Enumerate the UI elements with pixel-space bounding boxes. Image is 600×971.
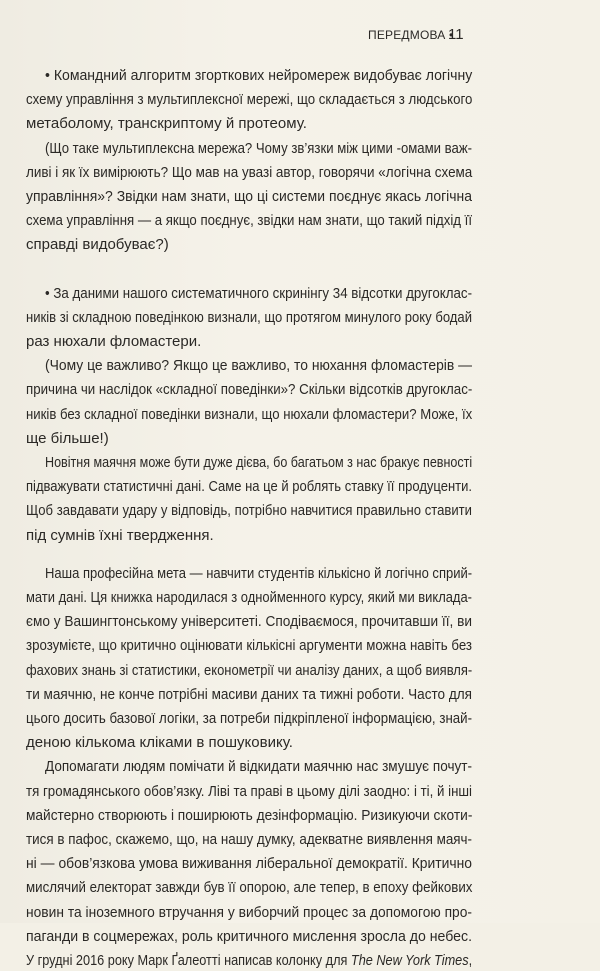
text-line: метаболому, транскриптому й протеому. bbox=[26, 115, 307, 133]
text-line: майстерно створюють і поширюють дезінформацію. Ризикуючи скоти- bbox=[26, 806, 473, 824]
text-line: ників без складної поведінки визнали, що нюхали фломастери? Може, їх bbox=[26, 405, 473, 423]
text-line: зрозумієте, що критично оцінювати кількісні аргументи можна навіть без bbox=[26, 637, 472, 655]
text-line: тя громадянського обов’язку. Ліві та праві в цьому ділі заодно: і ті, й інші bbox=[26, 782, 472, 800]
text-line: ти маячню, не конче потрібні масиви даних та тижні роботи. Часто для bbox=[26, 685, 472, 703]
text-line: під сумнів їхні твердження. bbox=[26, 526, 214, 544]
final-line-tail: , bbox=[468, 952, 473, 969]
text-line: фахових знань зі статистики, економетрії чи аналізу даних, а щоб виявля- bbox=[26, 661, 473, 679]
text-line: цього досить базової логіки, за потреби підкріпленої інформацією, знай- bbox=[26, 710, 472, 727]
text-line: причина чи наслідок «складної поведінки»? Скільки відсотків другоклас- bbox=[26, 381, 473, 399]
text-line: ливі і як їх вимірюють? Що мав на увазі автор, говорячи «логічна схема bbox=[26, 163, 473, 181]
final-line-text: У грудні 2016 року Марк Ґалеотті написав колонку для bbox=[26, 952, 351, 969]
text-line: деною кількома кліками в пошуковику. bbox=[26, 734, 293, 752]
text-line: (Що таке мультиплексна мережа? Чому зв’язки між цими -омами важ- bbox=[45, 139, 472, 157]
text-line: тися в пафос, скажемо, що, на нашу думку, адекватне виявлення маяч- bbox=[26, 831, 472, 848]
text-line: Щоб завдавати удару у відповідь, потрібно навчитися правильно ставити bbox=[26, 502, 472, 520]
text-line-final bbox=[26, 951, 472, 971]
text-line: Новітня маячня може бути дуже дієва, бо багатьом з нас бракує певності bbox=[45, 454, 473, 471]
text-line: • За даними нашого систематичного скринінгу 34 відсотки другоклас- bbox=[45, 284, 472, 302]
text-line: схема управління — а якщо поєднує, звідки нам знати, що такий підхід її bbox=[26, 212, 472, 230]
text-line: справді видобуває?) bbox=[26, 236, 169, 254]
page-number: 11 bbox=[448, 26, 464, 43]
text-line: схему управління з мультиплексної мережі, що складається з людського bbox=[26, 91, 473, 109]
text-line: новин та іноземного втручання у виборчий процес за допомогою про- bbox=[26, 903, 472, 921]
text-line: ників зі складною поведінкою визнали, що протягом минулого року бодай bbox=[26, 308, 472, 326]
text-line: підважувати статистичні дані. Саме на це й роблять ставку її продуценти. bbox=[26, 478, 472, 496]
text-line: ні — обов’язкова умова виживання ліберальної демократії. Критично bbox=[26, 855, 472, 873]
text-line: (Чому це важливо? Якщо це важливо, то нюхання фломастерів — bbox=[45, 357, 472, 375]
text-line: Наша професійна мета — навчити студентів кількісно й логічно сприй- bbox=[45, 564, 473, 582]
text-line: Допомагати людям помічати й відкидати маячню нас змушує почут- bbox=[45, 758, 472, 776]
text-line: мислячий електорат завжди був її опорою, але тепер, в епоху фейкових bbox=[26, 879, 473, 897]
running-header: ПЕРЕДМОВА • bbox=[368, 28, 454, 42]
text-line: ємо у Вашингтонському університеті. Сподіваємося, прочитавши її, ви bbox=[26, 613, 472, 631]
text-line: мати дані. Ця книжка народилася з однойменного курсу, який ми виклада- bbox=[26, 589, 472, 606]
text-line: ще більше!) bbox=[26, 429, 109, 447]
text-line: • Командний алгоритм згорткових нейромереж видобуває логічну bbox=[45, 67, 473, 84]
text-line: управління»? Звідки нам знати, що ці системи поєднує якась логічна bbox=[26, 188, 472, 205]
text-line: паганди в соцмережах, роль критичного мислення зросла до небес. bbox=[26, 927, 472, 945]
text-line: раз нюхали фломастери. bbox=[26, 333, 202, 350]
newspaper-title: The New York Times bbox=[350, 952, 469, 969]
